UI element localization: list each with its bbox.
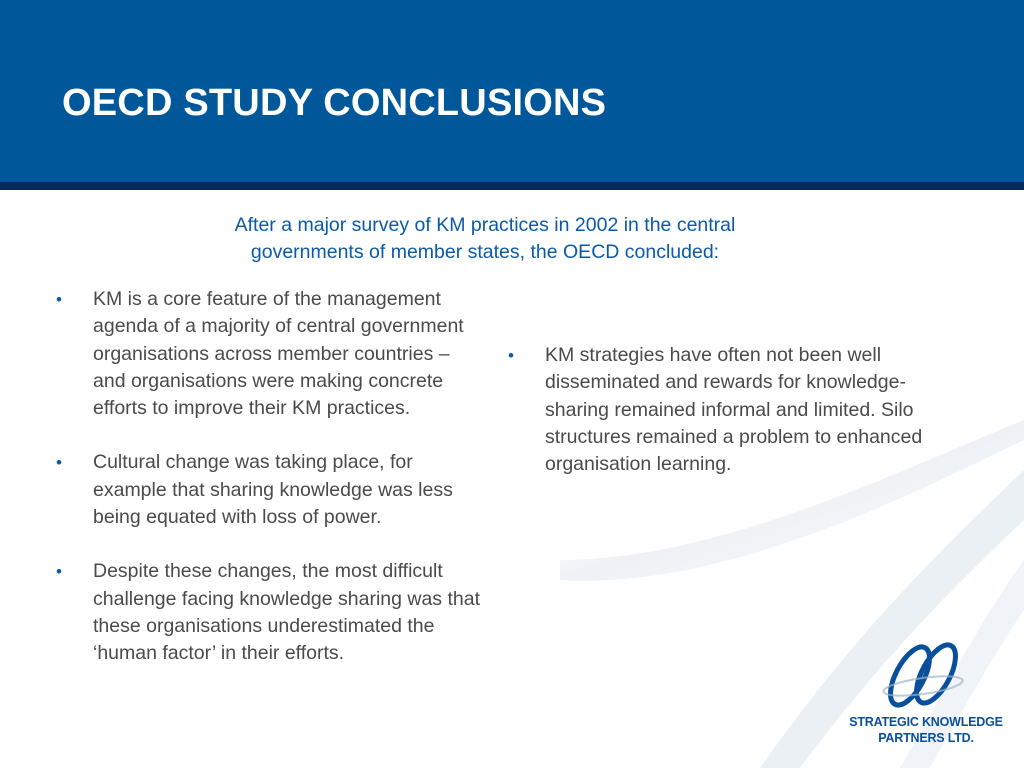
list-item: [56, 286, 486, 422]
list-item: [56, 449, 486, 531]
intro-line-2: governments of member states, the OECD concluded:: [250, 241, 720, 263]
logo-line-1: STRATEGIC KNOWLEDGE: [849, 715, 1003, 729]
logo-wordmark: [846, 714, 1006, 746]
logo-line-2: PARTNERS LTD.: [878, 731, 974, 745]
intro-text: [170, 212, 800, 266]
bullet-icon: •: [508, 346, 514, 365]
bullet-text: Cultural change was taking place, for example that sharing knowledge was less being equated with loss of power.: [93, 451, 453, 529]
logo-rings-icon: [880, 636, 970, 712]
intro-line-1: After a major survey of KM practices in 2002 in the central: [234, 214, 736, 236]
left-bullet-list: [56, 286, 486, 695]
bullet-icon: •: [56, 290, 62, 309]
bullet-text: KM is a core feature of the management agenda of a majority of central government organisations across member countries – and organisations were making concrete efforts to improve their KM practices.: [93, 288, 464, 420]
bullet-text: Despite these changes, the most difficult challenge facing knowledge sharing was that these organisations underestimated the ‘human factor’ in their efforts.: [93, 560, 481, 665]
list-item: [508, 342, 948, 478]
page-title: OECD STUDY CONCLUSIONS: [62, 82, 607, 124]
bullet-icon: •: [56, 453, 62, 473]
right-bullet-list: [508, 342, 948, 478]
list-item: [56, 558, 486, 667]
company-logo: [846, 636, 1006, 752]
bullet-text: KM strategies have often not been well disseminated and rewards for knowledge-sharing remained informal and limited. Silo structures remained a problem to enhanced organisation learning.: [545, 344, 923, 476]
bullet-icon: •: [56, 562, 62, 582]
